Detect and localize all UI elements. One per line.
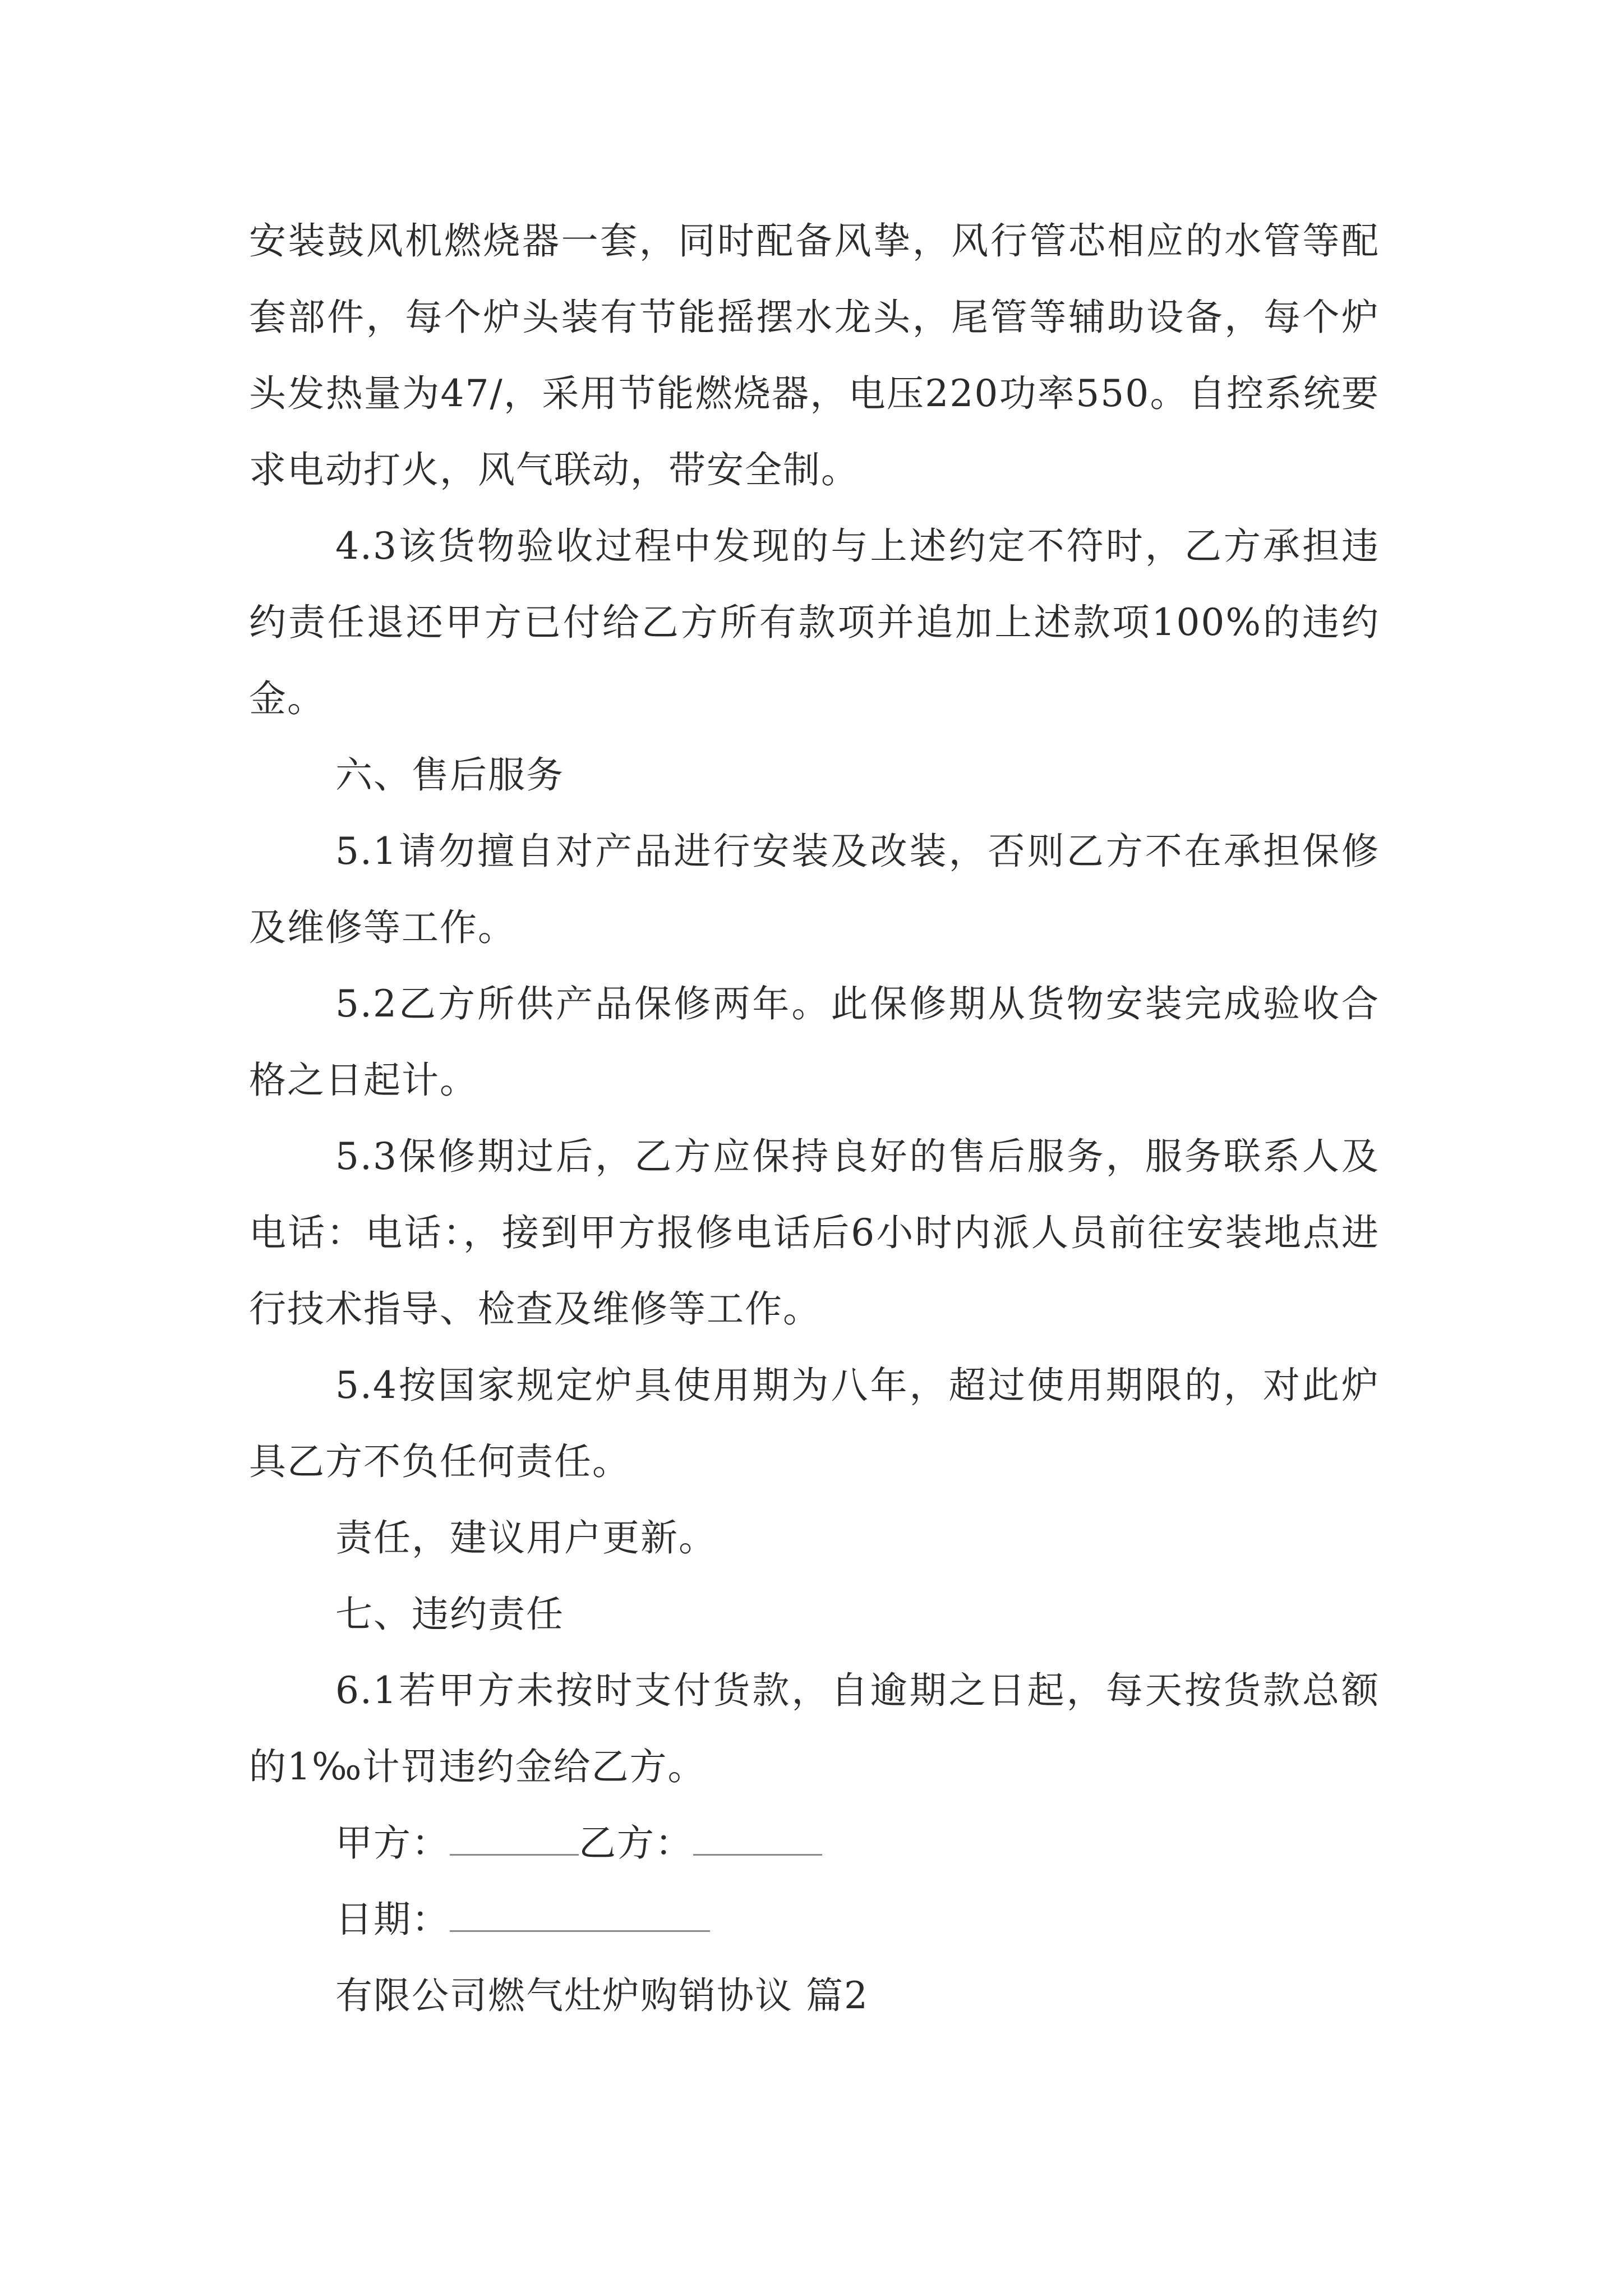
- section-heading-after-sales: 六、售后服务: [335, 753, 564, 797]
- paragraph-clause-6-1: 6.1若甲方未按时支付货款，自逾期之日起，每天按货款总额的1‰计罚违约金给乙方。: [249, 1669, 1380, 1788]
- date-label: 日期：: [335, 1898, 450, 1941]
- paragraph-clause-5-3: 5.3保修期过后，乙方应保持良好的售后服务，服务联系人及电话：电话：，接到甲方报修电话后6小时内派人员前往安装地点进行技术指导、检查及维修等工作。: [249, 1135, 1380, 1331]
- paragraph-equipment-spec: 安装鼓风机燃烧器一套，同时配备风挚，风行管芯相应的水管等配套部件，每个炉头装有节能摇摆水龙头，尾管等辅助设备，每个炉头发热量为47/，采用节能燃烧器，电压220功率550。自控系统要求电动打火，风气联动，带安全制。: [249, 219, 1380, 491]
- paragraph-responsibility-note: 责任，建议用户更新。: [335, 1516, 717, 1559]
- party-b-label: 乙方：: [579, 1821, 693, 1865]
- paragraph-clause-5-1: 5.1请勿擅自对产品进行安装及改装，否则乙方不在承担保修及维修等工作。: [249, 830, 1380, 949]
- party-a-label: 甲方：: [335, 1821, 450, 1865]
- paragraph-clause-5-4: 5.4按国家规定炉具使用期为八年，超过使用期限的，对此炉具乙方不负任何责任。: [249, 1364, 1380, 1483]
- paragraph-clause-4-3: 4.3该货物验收过程中发现的与上述约定不符时，乙方承担违约责任退还甲方已付给乙方所有款项并追加上述款项100%的违约金。: [249, 524, 1380, 720]
- paragraph-clause-5-2: 5.2乙方所供产品保修两年。此保修期从货物安装完成验收合格之日起计。: [249, 982, 1380, 1102]
- signature-parties-line: [249, 1805, 1380, 1881]
- section-heading-liability: 七、违约责任: [335, 1593, 564, 1636]
- next-section-title: 有限公司燃气灶炉购销协议 篇2: [335, 1974, 869, 2017]
- party-a-blank: [450, 1832, 579, 1856]
- signature-date-line: [249, 1881, 1380, 1958]
- document-body: [249, 203, 1380, 2034]
- party-b-blank: [693, 1832, 822, 1856]
- date-blank: [450, 1908, 710, 1932]
